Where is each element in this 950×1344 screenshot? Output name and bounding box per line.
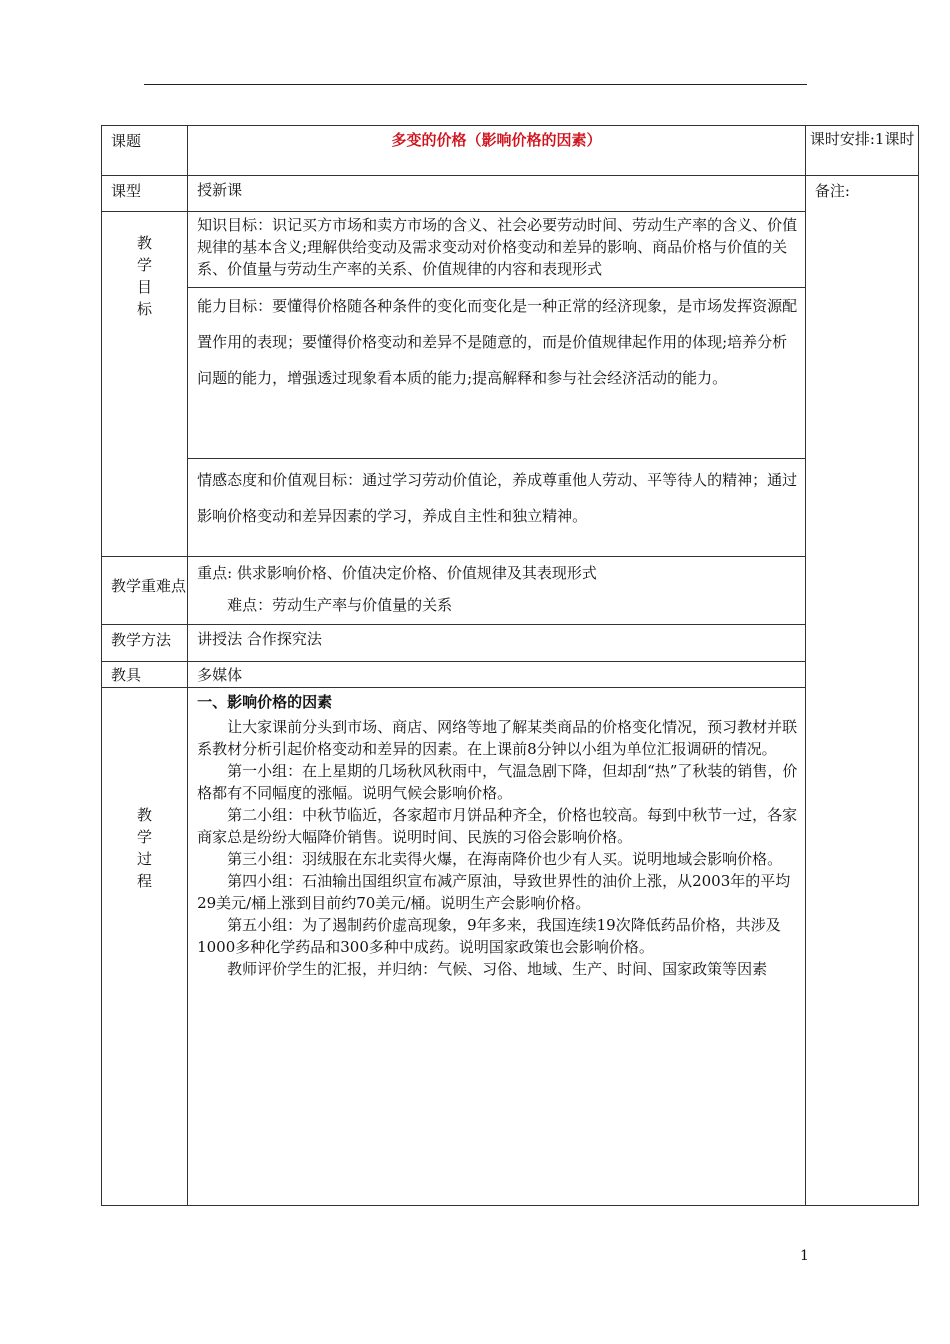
course-label: 课题 [102,126,188,176]
method-label: 教学方法 [102,625,188,662]
page-number: 1 [800,1248,809,1264]
goals-char: 标 [137,300,153,318]
process-char: 学 [137,828,153,846]
type-value: 授新课 [188,176,806,212]
lesson-title: 多变的价格（影响价格的因素） [188,126,806,176]
process-paragraph: 教师评价学生的汇报，并归纳：气候、习俗、地域、生产、时间、国家政策等因素 [227,960,768,978]
tools-label: 教具 [102,662,188,688]
schedule-label: 课时安排:1课时 [805,126,918,176]
goals-char: 学 [137,256,153,274]
process-label [102,688,188,1206]
process-paragraph: 第五小组：为了遏制药价虚高现象，9年多来，我国连续19次降低药品价格，共涉及1000多种化学药品和300多种中成药。说明国家政策也会影响价格。 [197,916,781,956]
process-paragraph: 让大家课前分头到市场、商店、网络等地了解某类商品的价格变化情况，预习教材并联系教材分析引起价格变动和差异的因素。在上课前8分钟以小组为单位汇报调研的情况。 [197,718,798,758]
process-paragraph: 第三小组：羽绒服在东北卖得火爆，在海南降价也少有人买。说明地域会影响价格。 [227,850,783,868]
knowledge-goal: 知识目标：识记买方市场和卖方市场的含义、社会必要劳动时间、劳动生产率的含义、价值规律的基本含义;理解供给变动及需求变动对价格变动和差异的影响、商品价格与价值的关系、价值量与劳动生产率的关系、价值规律的内容和表现形式 [197,216,798,278]
type-label: 课型 [102,176,188,212]
notes-label: 备注: [805,176,918,1206]
key-cell [188,557,806,625]
method-value: 讲授法 合作探究法 [188,625,806,662]
process-heading: 一、影响价格的因素 [197,693,333,711]
key-point: 重点: 供求影响价格、价值决定价格、价值规律及其表现形式 [197,564,597,582]
goals-char: 目 [137,278,153,296]
tools-value: 多媒体 [188,662,806,688]
process-char: 程 [137,872,153,890]
key-label: 教学重难点 [102,557,188,625]
emotion-goal: 情感态度和价值观目标：通过学习劳动价值论，养成尊重他人劳动、平等待人的精神；通过影响价格变动和差异因素的学习，养成自主性和独立精神。 [188,458,805,556]
difficult-point: 难点：劳动生产率与价值量的关系 [227,596,453,614]
goals-char: 教 [137,234,153,252]
process-paragraph: 第四小组：石油输出国组织宣布减产原油，导致世界性的油价上涨，从2003年的平均29美元/桶上涨到目前约70美元/桶。说明生产会影响价格。 [197,872,791,912]
lesson-plan-table [101,125,919,1206]
process-char: 过 [137,850,153,868]
goals-label [102,212,188,557]
process-cell [188,688,806,1206]
ability-goal: 能力目标：要懂得价格随各种条件的变化而变化是一种正常的经济现象，是市场发挥资源配置作用的表现；要懂得价格变动和差异不是随意的，而是价值规律起作用的体现;培养分析问题的能力，增强透过现象看本质的能力;提高解释和参与社会经济活动的能力。 [188,287,805,458]
process-paragraph: 第一小组：在上星期的几场秋风秋雨中，气温急剧下降，但却刮“热”了秋装的销售，价格都有不同幅度的涨幅。说明气候会影响价格。 [197,762,798,802]
process-paragraph: 第二小组：中秋节临近，各家超市月饼品种齐全，价格也较高。每到中秋节一过，各家商家总是纷纷大幅降价销售。说明时间、民族的习俗会影响价格。 [197,806,798,846]
process-char: 教 [137,806,153,824]
header-rule [144,84,807,85]
goals-cell [188,212,806,557]
